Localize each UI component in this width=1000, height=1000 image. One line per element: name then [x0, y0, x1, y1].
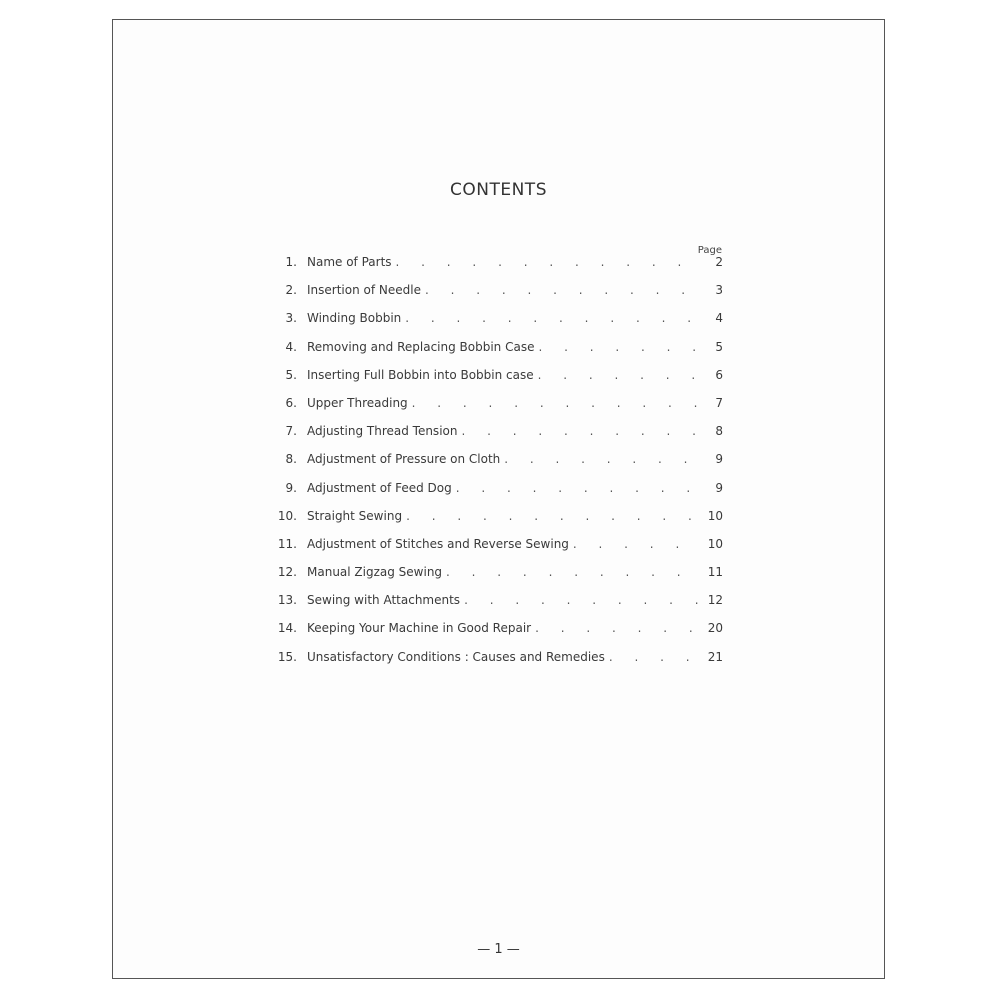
- dot-leader: [573, 537, 699, 551]
- toc-entry-number: 9.: [285, 480, 297, 495]
- toc-entry: [261, 255, 723, 283]
- toc-entry: [261, 509, 723, 537]
- toc-entry-page: 9: [715, 452, 723, 467]
- toc-entry: [261, 283, 723, 311]
- toc-entry-label: Adjusting Thread Tension: [307, 424, 458, 439]
- toc-entry-number: 2.: [285, 283, 297, 298]
- toc-entry-number: 3.: [285, 311, 297, 326]
- toc-entry-page: 7: [715, 395, 723, 410]
- dot-leader: [461, 424, 699, 438]
- toc-entry-label: Insertion of Needle: [307, 283, 421, 298]
- dot-leader: [405, 311, 699, 325]
- toc-entry-number: 12.: [277, 565, 297, 580]
- toc-entry: [261, 537, 723, 565]
- toc-entry-label: Unsatisfactory Conditions : Causes and Remedies: [307, 649, 605, 664]
- toc-entry-label: Straight Sewing: [307, 508, 403, 523]
- toc-entry: [261, 396, 723, 424]
- toc-entry-label: Inserting Full Bobbin into Bobbin case: [307, 367, 534, 382]
- page-number: — 1 —: [477, 942, 520, 957]
- table-of-contents: [261, 255, 723, 678]
- toc-entry: [261, 593, 723, 621]
- toc-entry-label: Sewing with Attachments: [307, 593, 461, 608]
- toc-entry-page: 3: [715, 283, 723, 298]
- dot-leader: [406, 509, 699, 523]
- toc-entry-label: Removing and Replacing Bobbin Case: [307, 339, 535, 354]
- dot-leader: [396, 255, 699, 269]
- toc-entry-number: 5.: [285, 367, 297, 382]
- toc-entry: [261, 565, 723, 593]
- page-title: CONTENTS: [450, 180, 547, 200]
- toc-entry: [261, 311, 723, 339]
- toc-entry-page: 9: [715, 480, 723, 495]
- toc-entry-label: Keeping Your Machine in Good Repair: [307, 621, 532, 636]
- dot-leader: [538, 368, 699, 382]
- dot-leader: [425, 283, 699, 297]
- toc-entry-page: 11: [707, 565, 723, 580]
- toc-entry-page: 5: [715, 339, 723, 354]
- toc-entry: [261, 340, 723, 368]
- toc-entry-label: Upper Threading: [307, 395, 408, 410]
- toc-entry-number: 10.: [277, 508, 297, 523]
- toc-entry-number: 7.: [285, 424, 297, 439]
- toc-entry-number: 14.: [277, 621, 297, 636]
- toc-entry-number: 4.: [285, 339, 297, 354]
- toc-entry-page: 10: [707, 508, 723, 523]
- toc-entry-page: 21: [707, 649, 723, 664]
- toc-entry-label: Winding Bobbin: [307, 311, 402, 326]
- toc-entry: [261, 368, 723, 396]
- toc-entry: [261, 481, 723, 509]
- toc-entry-page: 4: [715, 311, 723, 326]
- toc-entry: [261, 452, 723, 480]
- toc-entry-page: 8: [715, 424, 723, 439]
- toc-entry-label: Adjustment of Pressure on Cloth: [307, 452, 501, 467]
- toc-entry-number: 13.: [277, 593, 297, 608]
- toc-entry-label: Adjustment of Feed Dog: [307, 480, 452, 495]
- toc-entry-page: 12: [707, 593, 723, 608]
- toc-entry-number: 15.: [277, 649, 297, 664]
- toc-entry-number: 1.: [285, 255, 297, 269]
- dot-leader: [456, 481, 699, 495]
- toc-entry-page: 6: [715, 367, 723, 382]
- document-page: [112, 19, 885, 979]
- toc-entry-page: 20: [707, 621, 723, 636]
- toc-entry-label: Adjustment of Stitches and Reverse Sewing: [307, 536, 569, 551]
- toc-entry-number: 11.: [277, 536, 297, 551]
- dot-leader: [535, 621, 699, 635]
- dot-leader: [412, 396, 699, 410]
- page-column-header: Page: [697, 245, 722, 256]
- dot-leader: [538, 340, 699, 354]
- toc-entry-label: Name of Parts: [307, 255, 392, 269]
- toc-entry-number: 8.: [285, 452, 297, 467]
- toc-entry-page: 10: [707, 536, 723, 551]
- dot-leader: [609, 650, 699, 664]
- toc-entry: [261, 424, 723, 452]
- toc-entry-label: Manual Zigzag Sewing: [307, 565, 443, 580]
- toc-entry-page: 2: [715, 255, 723, 269]
- toc-entry: [261, 621, 723, 649]
- dot-leader: [504, 452, 699, 466]
- dot-leader: [464, 593, 699, 607]
- toc-entry-number: 6.: [285, 395, 297, 410]
- dot-leader: [446, 565, 699, 579]
- toc-entry: [261, 650, 723, 678]
